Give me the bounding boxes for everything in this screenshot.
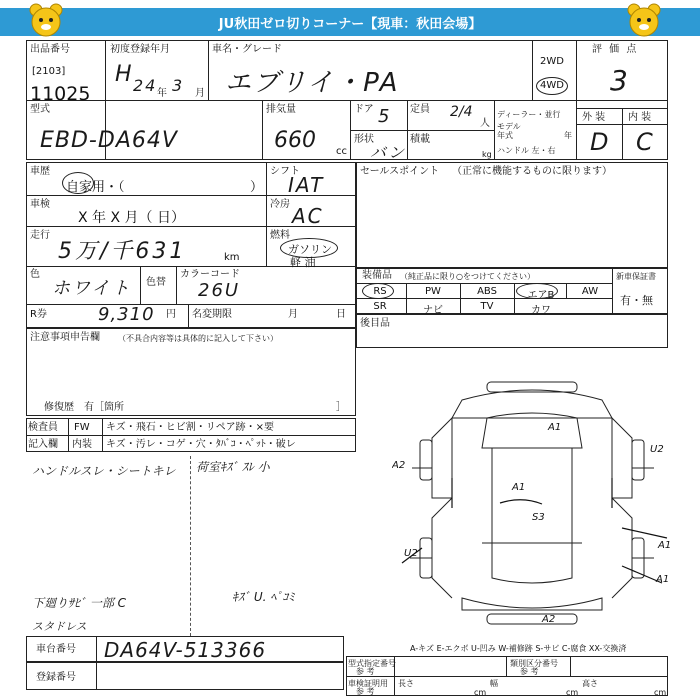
selling-points-box (356, 162, 668, 268)
svg-text:A1: A1 (656, 574, 670, 585)
wid-unit: cm (566, 688, 579, 697)
first-reg-label: 初度登録年月 (110, 44, 170, 55)
capacity-unit: 人 (480, 118, 490, 129)
page-title: JU秋田ゼロ切りコーナー【現車：秋田会場】 (218, 17, 482, 32)
cat-label: 類別区分番号 (510, 659, 558, 668)
inspector-int-items: キズ・汚レ・コゲ・穴・ﾀﾊﾞｺ・ﾍﾟｯﾄ・破レ (106, 439, 296, 450)
displacement-label: 排気量 (266, 104, 296, 115)
int-score: C (636, 128, 655, 156)
color-tint-label: 色替 (146, 277, 166, 288)
circle-airbag (516, 283, 558, 299)
equipment-sub: （純正品に限り○をつけてください） (400, 272, 535, 281)
remark-bottom-left: 下廻りｻﾋﾞ 一部 C (32, 596, 127, 610)
doors-value: 5 (378, 106, 392, 127)
displacement-value: 660 (274, 128, 316, 153)
model-year-unit: 年 (564, 131, 572, 140)
notes-label: 注意事項申告欄 (30, 332, 100, 343)
int-label: 内 装 (628, 112, 652, 123)
remark-left: ハンドルスレ・シートキレ (32, 464, 176, 478)
color-code-label: カラーコード (180, 269, 240, 280)
repair-label: 修復歴 有［箇所 (44, 402, 124, 413)
doors-label: ドア (354, 104, 374, 115)
svg-text:A1: A1 (658, 540, 672, 551)
shape-label: 形状 (354, 134, 374, 145)
cat-sub: 参 考 (520, 667, 539, 676)
remark-right: 荷室ｷｽﾞ ｽﾚ 小 (196, 460, 270, 474)
first-reg-year: 24 (133, 76, 158, 95)
load-unit: kg (482, 150, 492, 159)
svg-text:A2: A2 (542, 614, 556, 625)
recycle-label: R券 (30, 309, 47, 320)
drive-2wd: 2WD (540, 56, 564, 67)
svg-text:A1: A1 (512, 482, 526, 493)
recycle-unit: 円 (166, 309, 176, 320)
first-reg-month: 3 (172, 76, 185, 95)
mileage-value: 5万/千631 (58, 239, 187, 264)
ac-value: AC (292, 204, 324, 228)
model-year-label2: 年式 (497, 131, 513, 140)
svg-text:A1: A1 (548, 422, 562, 433)
shape-value: バン (370, 143, 407, 162)
first-reg-month-unit: 月 (195, 88, 205, 99)
model-label: 型式 (30, 104, 50, 115)
len-label: 長さ (398, 679, 414, 688)
inspector-fw: FW (74, 422, 90, 433)
type-sub: 参 考 (356, 667, 375, 676)
color-code-value: 26U (198, 280, 241, 301)
lot-code: [2103] (32, 66, 66, 77)
hgt-label: 高さ (582, 679, 598, 688)
history-label: 車歴 (30, 166, 50, 177)
drive-4wd: 4WD (540, 80, 564, 91)
warranty-label: 新車保証書 (616, 272, 656, 281)
type-label: 型式指定番号 (348, 659, 396, 668)
shift-value: IAT (288, 173, 325, 197)
fuel-label: 燃料 (270, 230, 290, 241)
mileage-label: 走行 (30, 230, 50, 241)
equip-pw: PW (425, 286, 441, 297)
load-label: 積載 (410, 134, 430, 145)
len-unit: cm (474, 688, 487, 697)
cert-label: 車検証明用 (348, 679, 388, 688)
fuel-gas: ガソリン (288, 243, 332, 256)
lot-label: 出品番号 (30, 44, 70, 55)
chassis-label: 車台番号 (36, 644, 76, 655)
first-reg-year-unit: 年 (157, 88, 167, 99)
inspector-sub: 記入欄 (28, 439, 58, 450)
extra-label: 後目品 (360, 318, 390, 329)
color-label: 色 (30, 269, 40, 280)
equip-aw: AW (581, 286, 599, 297)
hgt-unit: cm (654, 688, 667, 697)
ext-label: 外 装 (582, 112, 606, 123)
color-value: ホワイト (52, 278, 132, 299)
extra-box (356, 314, 668, 348)
svg-text:U2: U2 (650, 444, 664, 455)
capacity-label: 定員 (410, 104, 430, 115)
svg-text:A2: A2 (392, 460, 406, 471)
reg-label: 登録番号 (36, 672, 76, 683)
inspector-fw-items: キズ・飛石・ヒビ割・リペア跡・×要 (106, 422, 274, 433)
equipment-label: 装備品 (362, 270, 392, 281)
fuel-diesel: 軽 油 (290, 256, 316, 269)
chassis-value: DA64V-513366 (104, 638, 267, 662)
circle-rs (362, 283, 394, 299)
inspector-interior: 内装 (72, 439, 92, 450)
wid-label: 幅 (490, 679, 498, 688)
equip-leather: カワ (531, 305, 551, 316)
equip-tv: TV (480, 301, 494, 312)
history-close: ） (250, 180, 264, 195)
equip-rs: RS (373, 286, 387, 297)
inspection-value: X 年 X 月（ 日） (78, 210, 185, 226)
model-value: EBD-DA64V (40, 128, 178, 153)
remark-spare: スタドレス (32, 620, 87, 633)
handle-label: ハンドル 左・右 (497, 146, 556, 155)
displacement-unit: cc (336, 146, 347, 157)
history-value: 自家用・（ (66, 180, 125, 195)
repair-close: ］ (336, 402, 346, 413)
shift-label: シフト (270, 166, 300, 177)
remark-bottom-right: ｷｽﾞ U. ﾍﾟｺﾐ (232, 590, 295, 604)
transfer-day: 日 (336, 309, 346, 320)
equip-navi: ナビ (423, 305, 443, 316)
svg-text:S3: S3 (532, 512, 545, 523)
recycle-value: 9,310 (98, 304, 155, 325)
inspection-label: 車検 (30, 199, 50, 210)
selling-label: セールスポイント (360, 166, 440, 177)
capacity-value: 2/4 (450, 104, 473, 120)
notes-sub: （不具合内容等は具体的に記入して下さい） (118, 334, 278, 343)
equip-sr: SR (373, 301, 387, 312)
ac-label: 冷房 (270, 199, 290, 210)
first-reg-era: H (115, 62, 134, 87)
dealer-label: ディーラー・並行 (497, 110, 561, 119)
svg-text:U2: U2 (404, 548, 418, 559)
car-name-label: 車名・グレード (212, 44, 282, 55)
ext-score: D (590, 128, 611, 156)
mileage-unit: km (224, 252, 240, 263)
warranty-value: 有・無 (620, 294, 653, 307)
equip-abs: ABS (477, 286, 497, 297)
car-name-value: エブリイ・PA (225, 68, 400, 98)
selling-sub: （正常に機能するものに限ります） (452, 166, 612, 177)
damage-legend: A-キズ E-エクボ U-凹み W-補修跡 S-サビ C-腐食 XX-交換済 (410, 644, 627, 653)
grade-value: 3 (610, 64, 630, 97)
cert-sub: 参 考 (356, 687, 375, 696)
grade-label: 評 価 点 (592, 44, 639, 55)
model-year-label: モデル (497, 122, 521, 131)
inspector-label: 検査員 (28, 422, 58, 433)
transfer-label: 名変期限 (192, 309, 232, 320)
transfer-month: 月 (288, 309, 298, 320)
equip-airbag: エアB (527, 290, 555, 301)
car-damage-diagram (392, 378, 682, 638)
lot-number: 11025 (30, 83, 91, 105)
